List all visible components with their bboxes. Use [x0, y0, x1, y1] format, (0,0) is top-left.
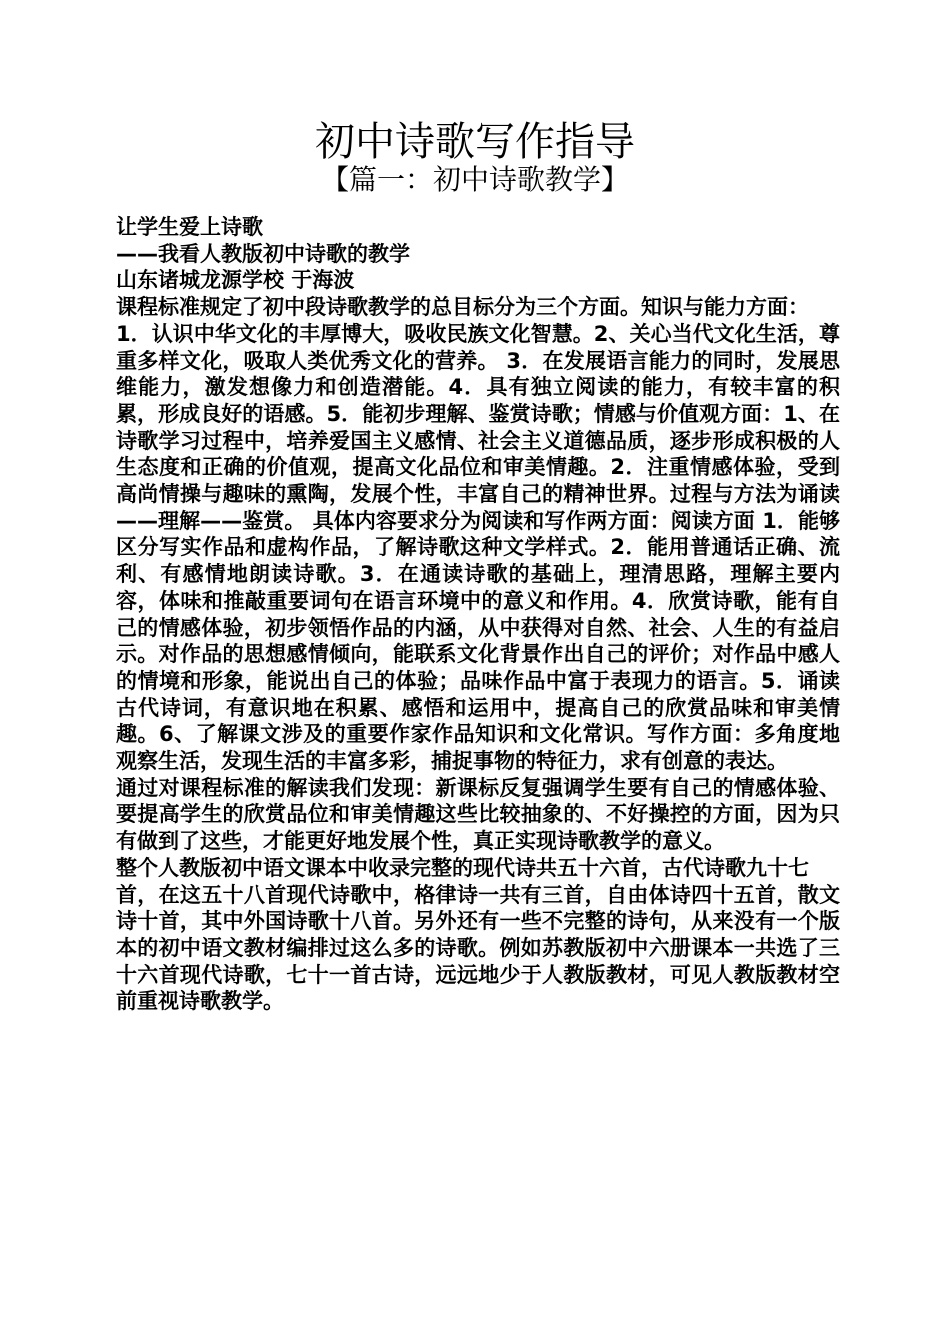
paragraph: 课程标准规定了初中段诗歌教学的总目标分为三个方面。知识与能力方面： — [116, 295, 809, 320]
document-title: 初中诗歌写作指导 — [315, 119, 635, 165]
paragraph: 通过对课程标准的解读我们发现：新课标反复强调学生要有自己的情感体验、要提高学生的欣赏品位和审美情趣这些比较抽象的、不好操控的方面，因为只有做到了这些，才能更好地发展个性，真正实现诗歌教学的意义。 — [116, 775, 840, 854]
paragraph-subheading: ——我看人教版初中诗歌的教学 — [116, 241, 410, 266]
paragraph-heading: 让学生爱上诗歌 — [116, 215, 263, 239]
paragraph: 1．认识中华文化的丰厚博大，吸收民族文化智慧。2、关心当代文化生活，尊重多样文化，吸取人类优秀文化的营养。 3．在发展语言能力的同时，发展思维能力，激发想像力和创造潜能。4．具有独立阅读的能力，有较丰富的积累，形成良好的语感。5．能初步理解、鉴赏诗歌；情感与价值观方面：1、在诗歌学习过程中，培养爱国主义感情、社会主义道德品质，逐步形成积极的人生态度和正确的价值观，提高文化品位和审美情趣。2．注重情感体验，受到高尚情操与趣味的熏陶，发展个性，丰富自己的精神世界。过程与方法为诵读——理解——鉴赏。 具体内容要求分为阅读和写作两方面：阅读方面 1．能够区分写实作品和虚构作品，了解诗歌这种文学样式。2．能用普通话正确、流利、有感情地朗读诗歌。3．在通读诗歌的基础上，理清思路，理解主要内容，体味和推敲重要词句在语言环境中的意义和作用。4．欣赏诗歌，能有自己的情感体验，初步领悟作品的内涵，从中获得对自然、社会、人生的有益启示。对作品的思想感情倾向，能联系文化背景作出自己的评价；对作品中感人的情境和形象，能说出自己的体验；品味作品中富于表现力的语言。5．诵读古代诗词，有意识地在积累、感悟和运用中，提高自己的欣赏品味和审美情趣。6、了解课文涉及的重要作家作品知识和文化常识。写作方面：多角度地观察生活，发现生活的丰富多彩，捕捉事物的特征力，求有创意的表达。 — [116, 321, 840, 774]
paragraph-author: 山东诸城龙源学校 于海波 — [116, 268, 355, 293]
paragraph: 首，在这五十八首现代诗歌中，格律诗一共有三首，自由体诗四十五首，散文诗十首，其中外国诗歌十八首。另外还有一些不完整的诗句，从来没有一个版本的初中语文教材编排过这么多的诗歌。例如苏教版初中六册课本一共选了三十六首现代诗歌，七十一首古诗，远远地少于人教版教材，可见人教版教材空前重视诗歌教学。 — [116, 882, 840, 1014]
document-body — [116, 214, 840, 1015]
document-subtitle: 【篇一：初中诗歌教学】 — [320, 163, 629, 196]
paragraph: 整个人教版初中语文课本中收录完整的现代诗共五十六首，古代诗歌九十七 — [116, 855, 809, 880]
